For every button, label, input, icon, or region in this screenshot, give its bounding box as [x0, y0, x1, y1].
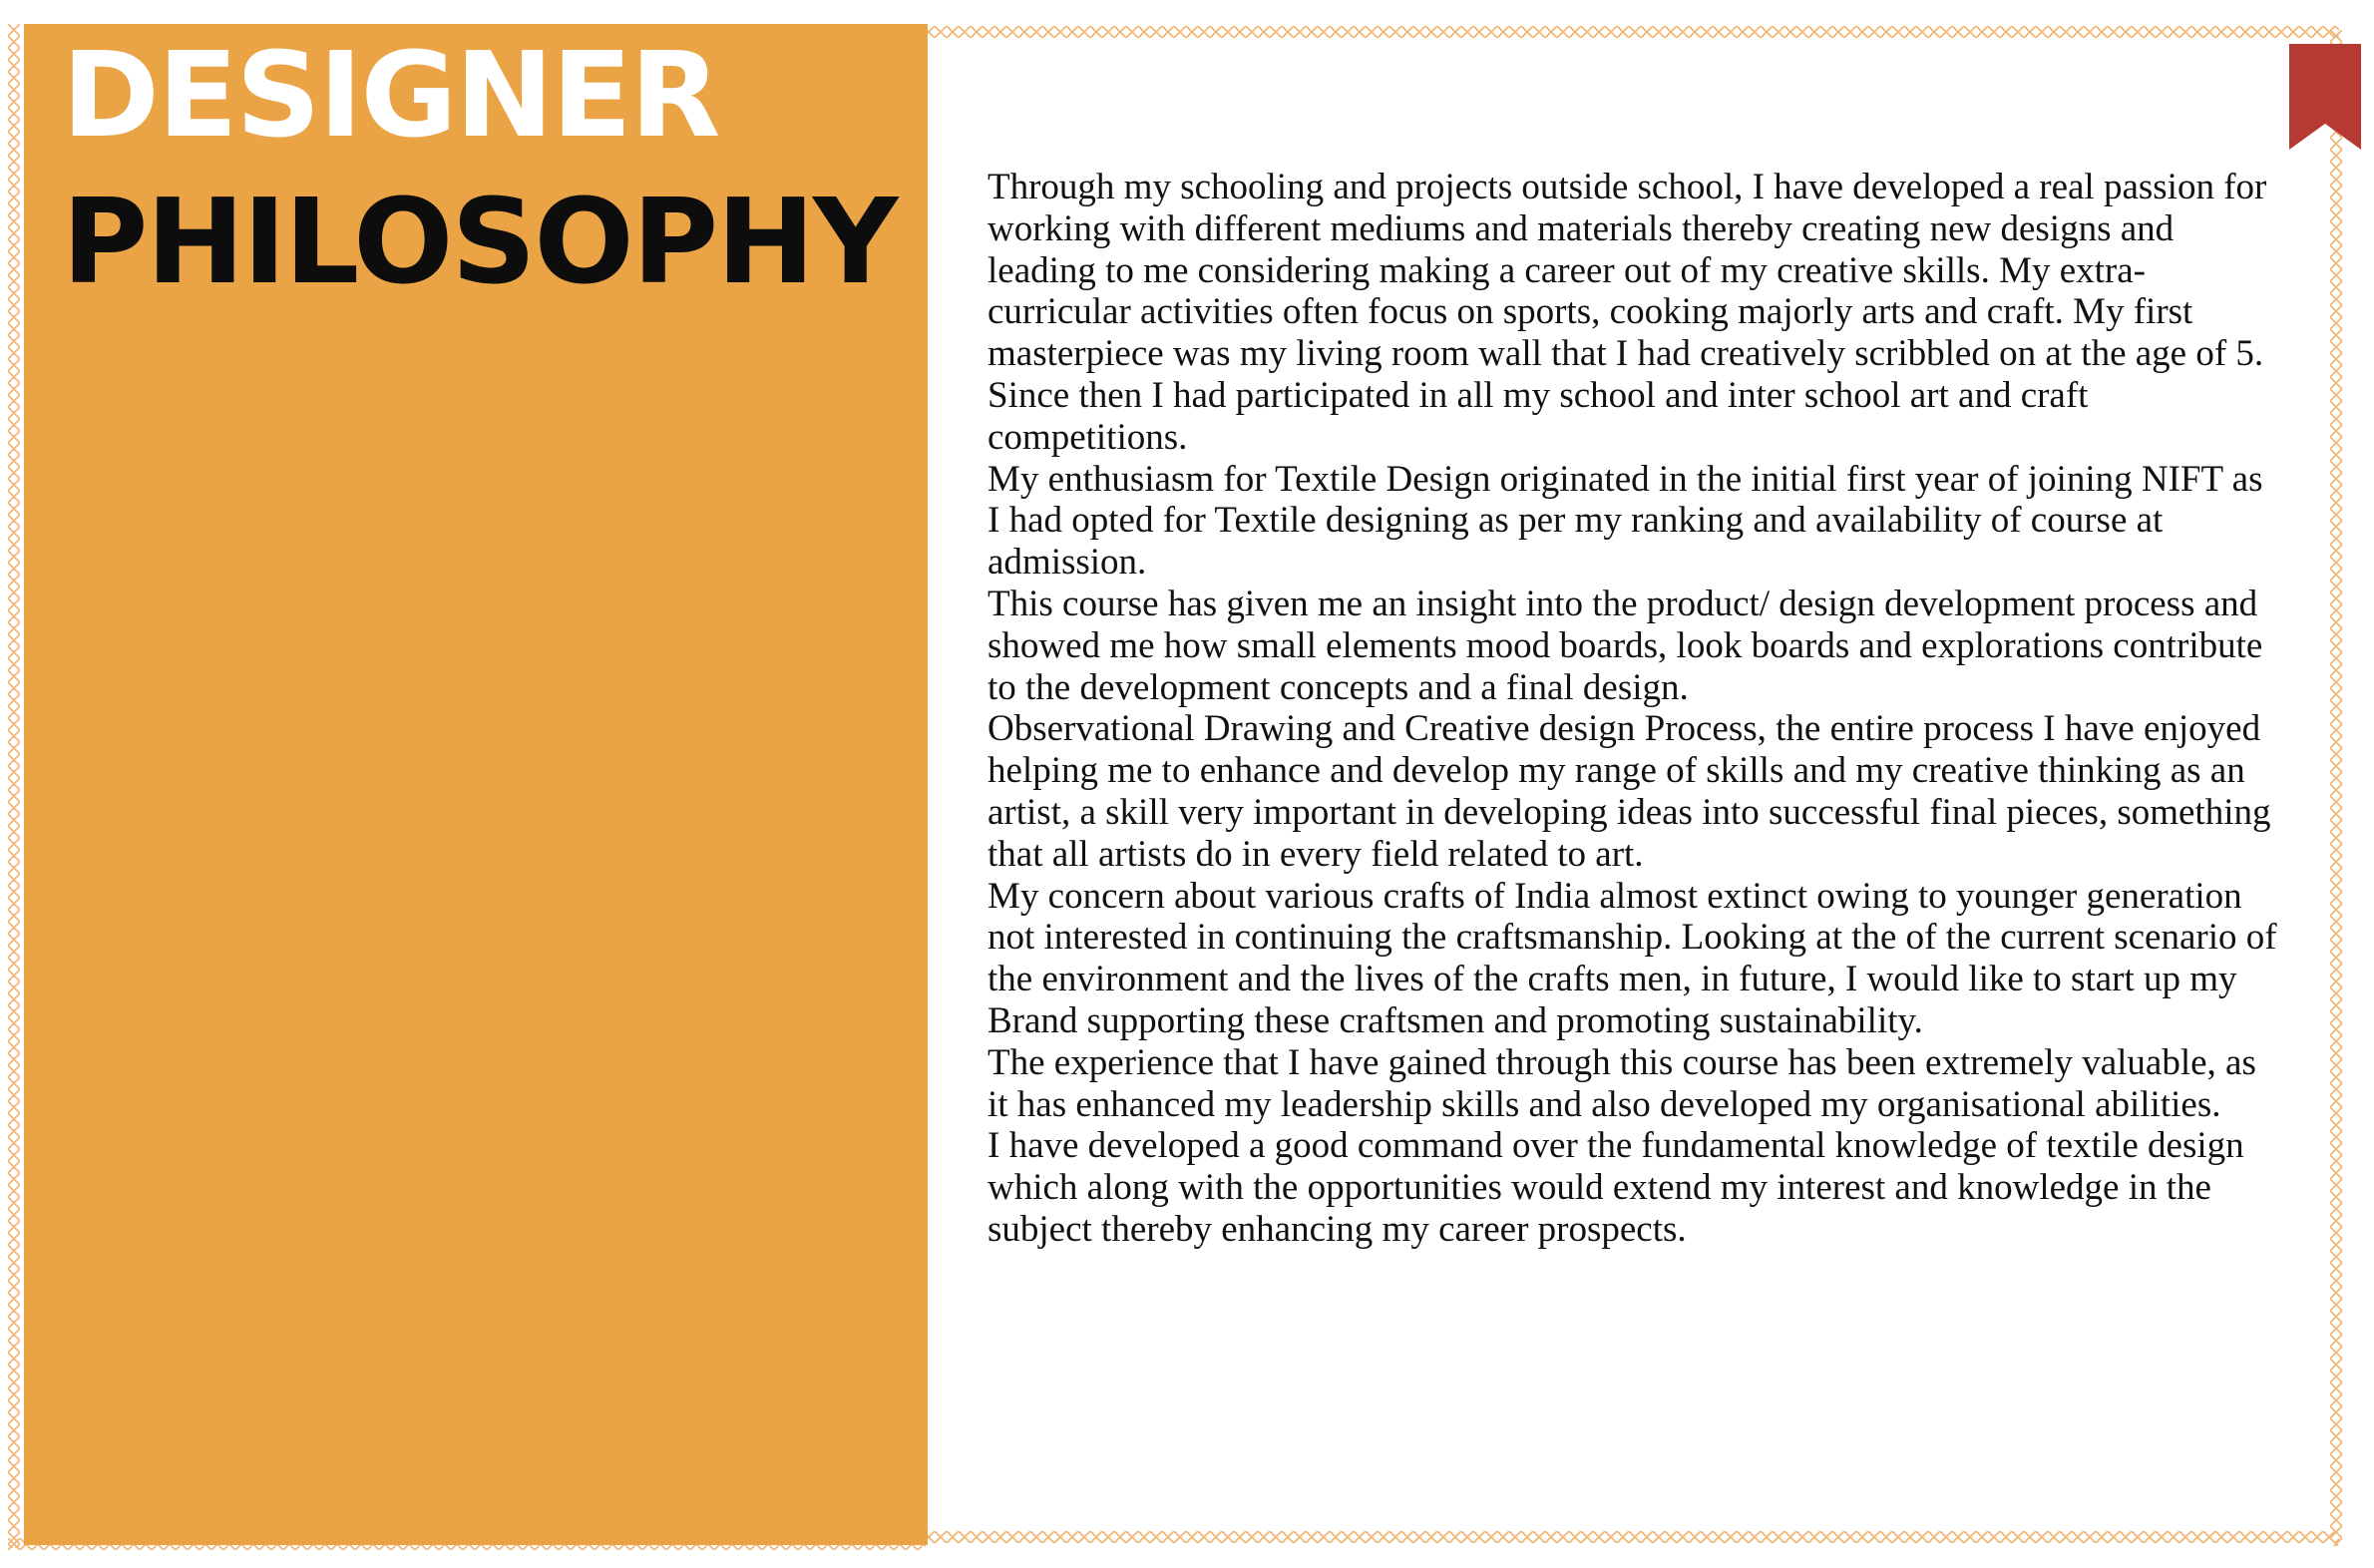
paragraph: This course has given me an insight into the product/ design development process and showed me how small elements mood boards, look boards and explorations contribute to the development concepts and a final design. — [988, 583, 2263, 708]
paragraph: Observational Drawing and Creative design Process, the entire process I have enjoyed helping me to enhance and develop my range of skills and my creative thinking as an artist, a skill very important in developing ideas into successful final pieces, something that all artists do in every field related to art. — [988, 708, 2271, 875]
bottom-zigzag-border — [923, 1531, 2339, 1543]
paragraph: My enthusiasm for Textile Design originated in the initial first year of joining NIFT as I had opted for Textile designing as per my ranking and availability of course at admission. — [988, 458, 2263, 584]
right-zigzag-border — [2330, 30, 2342, 1546]
paragraph: Through my schooling and projects outside school, I have developed a real passion for working with different mediums and materials thereby creating new designs and leading to me considering making a career out of my creative skills. My extra-curricular activities often focus on sports, cooking majorly arts and craft. My first masterpiece was my living room wall that I had creatively scribbled on at the age of 5. Since then I had participated in all my school and inter school art and craft competitions. — [988, 167, 2267, 458]
title-line-designer: DESIGNER — [62, 26, 719, 164]
paragraph: I have developed a good command over the fundamental knowledge of textile design which along with the opportunities would extend my interest and knowledge in the subject thereby enhancing my career prospects. — [988, 1125, 2244, 1250]
paragraph: My concern about various crafts of India almost extinct owing to younger generation not interested in continuing the craftsmanship. Looking at the of the current scenario of the environment and the lives of the crafts men, in future, I would like to start up my Brand supporting these craftsmen and promoting sustainability. — [988, 875, 2277, 1041]
top-zigzag-border — [923, 26, 2339, 38]
title-line-philosophy: PHILOSOPHY — [62, 173, 897, 310]
philosophy-text — [988, 167, 2284, 1251]
bookmark-ribbon-icon — [2289, 44, 2361, 150]
left-zigzag-border — [8, 24, 20, 1548]
paragraph: The experience that I have gained through this course has been extremely valuable, as it has enhanced my leadership skills and also developed my organisational abilities. — [988, 1041, 2256, 1125]
